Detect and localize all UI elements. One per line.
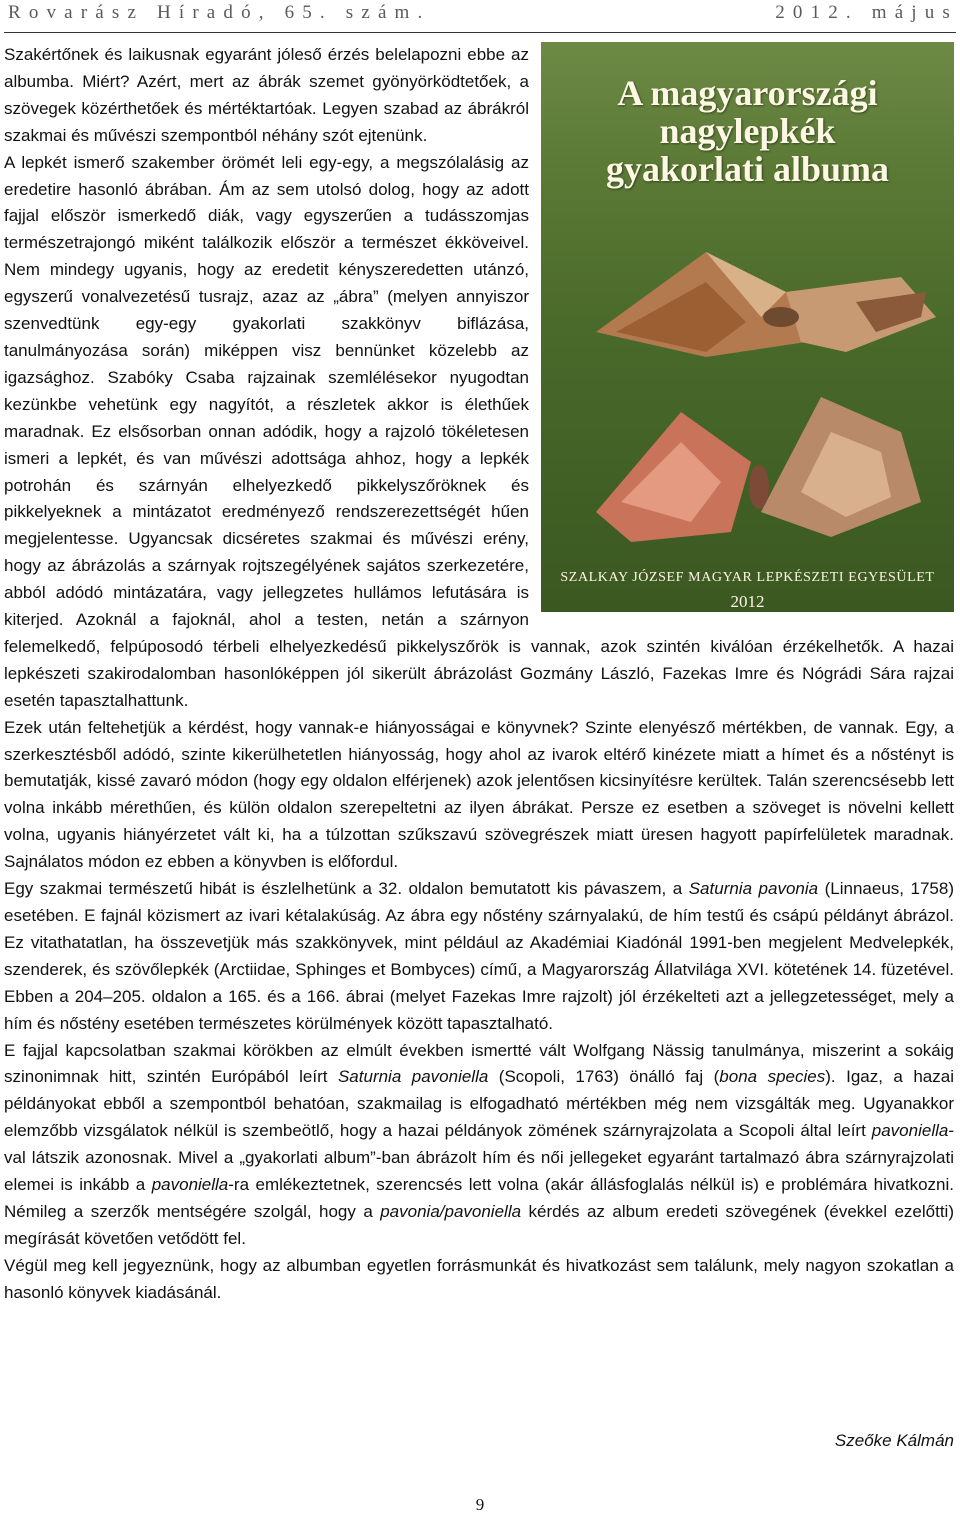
italic-text: pavoniella bbox=[151, 1175, 229, 1195]
text-run: Végül meg kell jegyeznünk, hogy az albumban egyetlen forrásmunkát és hivatkozást sem találunk, mely nagyon szokatlan a hasonló könyvek kiadásánál. bbox=[4, 1255, 954, 1302]
italic-text: pavonia/pavoniella bbox=[380, 1201, 522, 1221]
italic-text: pavoniella bbox=[871, 1121, 949, 1141]
text-run: Szakértőnek és laikusnak egyaránt jóleső érzés belelapozni ebbe az albumba. Miért? Azért, mert az ábrák szemet gyönyörködtetőek, a szövegek közérthetőek és mértéktartóak. Legyen szabad az ábrákról szakmai és művészi szempontból néhány szót ejtenünk. bbox=[4, 45, 529, 145]
journal-title: Rovarász Híradó, 65. szám. bbox=[8, 2, 431, 23]
italic-text: bona species bbox=[719, 1067, 826, 1087]
paragraph bbox=[4, 876, 954, 1037]
cover-title-line: nagylepkék bbox=[659, 111, 836, 151]
moth-illustration-bottom bbox=[561, 372, 941, 552]
text-run: Ezek után feltehetjük a kérdést, hogy vannak-e hiányosságai e könyvnek? Szinte elenyésző mértékben, de vannak. Egy, a szerkesztésből adódó, szinte kikerülhetetlen hiányosság, hogy ahol az ivarok eltérő kinézete miatt a hímet és a nőstényt is bemutatják, kissé zavaró módon (hogy egy oldalon elférjenek) azok jelentősen kicsinyítésre kerültek. Talán szerencsésebb lett volna inkább mérethűen, és külön oldalon szerepeltetni az ilyen ábrákat. Persze ez esetben a szöveget is növelni kellett volna, ugyanis hiányérzetet vált ki, ha a túlzottan szűkszavú szövegrészek miatt üresen hagyott papírfelületek maradnak. Sajnálatos módon ez ebben a könyvben is előfordul. bbox=[4, 717, 954, 872]
running-header bbox=[8, 2, 958, 28]
book-cover-image bbox=[541, 42, 954, 612]
paragraph bbox=[4, 1253, 954, 1307]
cover-title bbox=[541, 74, 954, 188]
italic-text: Saturnia pavonia bbox=[688, 879, 819, 899]
text-run: -ra emlékeztetnek, szerencsés lett volna (akár állásfoglalás nélkül is) e problémára hivatkozni. Némileg a szerzők mentségére szolgál, hogy a bbox=[4, 1175, 954, 1221]
paragraph bbox=[4, 1038, 954, 1253]
text-run: (Scopoli, 1763) önálló faj ( bbox=[488, 1067, 720, 1087]
text-run: A lepkét ismerő szakember örömét leli egy-egy, a megszólalásig az eredetire hasonló ábrában. Ám az sem utolsó dolog, hogy az adott fajjal először ismerkedő diák, vagy egyszerűen a tudásszomjas természetrajongó miként találkozik először a természet ékköveivel. Nem mindegy ugyanis, hogy az eredetit kényszeredetten utánzó, egyszerű vonalvezetésű tusrajz, azaz az „ábra” (melyen annyiszor szenvedtünk egy-egy gyakorlati szakkönyv biflázása, tanulmányozása során) miképpen visz bennünket közelebb az igazsághoz. Szabóky Csaba rajzainak szemlélésekor nyugodtan kezünkbe vehetünk egy nagyítót, a részletek akkor is élethűek maradnak. Ez elsősorban onnan adódik, hogy a rajzoló tökéletesen ismeri a lepkét, és van művészi adottsága ahhoz, hogy a lepkék potrohán és szárnyán elhelyezkedő pikkelyszőröknek és pikkelyeknek a mintázatot eredményező rendszerezettségét hűen megjelentesse. Ugyancsak dicséretes szakmai és művészi erény, hogy az ábrázolás a szárnyak rojtszegélyének sajátos szerkezetére, abból adódó mintázatára, vagy jellegzetes hullámos lefutására is kiterjed. Azoknál a fajoknál, ahol a testen, netán a szárnyon felemelkedő, felpúposodó térbeli elhelyezkedésű pikkelyszőrök is vannak, azok szintén kiválóan érzékelhetők. A hazai lepkészeti szakirodalomban hasonlóképpen jól sikerült ábrázolást Gozmány László, Fazekas Imre és Nógrádi Sára rajzai esetén tapasztalhattunk. bbox=[4, 152, 954, 710]
paragraph bbox=[4, 715, 954, 876]
text-run: Egy szakmai természetű hibát is észlelhetünk a 32. oldalon bemutatott kis pávaszem, a bbox=[4, 879, 689, 899]
text-run: kérdés az album eredeti szövegének (évekkel ezelőtti) megírását követően vetődött fel. bbox=[4, 1201, 954, 1248]
cover-year: 2012 bbox=[730, 592, 765, 611]
header-rule bbox=[4, 32, 956, 33]
cover-title-line: A magyarországi bbox=[617, 73, 878, 113]
moth-illustration-top bbox=[556, 222, 946, 372]
italic-text: Saturnia pavoniella bbox=[337, 1067, 489, 1087]
cover-title-line: gyakorlati albuma bbox=[605, 149, 890, 189]
page-number: 9 bbox=[475, 1495, 485, 1514]
text-run: E fajjal kapcsolatban szakmai körökben az elmúlt években ismertté vált Wolfgang Nässig tanulmánya, miszerint a sokáig szinonimnak hitt, szintén Európából leírt bbox=[4, 1040, 954, 1087]
text-run: (Linnaeus, 1758) esetében. E fajnál közismert az ivari kétalakúság. Az ábra egy nőstény szárnyalakú, de hím testű és csápú példányt ábrázol. Ez vitathatatlan, ha összevetjük más szakkönyvek, mint például az Akadémiai Kiadónál 1991-ben megjelent Medvelepkék, szenderek, és szövőlepkék (Arctiidae, Sphinges et Bombyces) című, a Magyarország Állatvilága XVI. kötetének 14. füzetével. Ebben a 204–205. oldalon a 165. és a 166. ábrai (melyet Fazekas Imre rajzolt) jól érzékelteti azt a jellegzetességet, mely a hím és nőstény esetében természetes körülmények között tapasztalható. bbox=[4, 879, 955, 1033]
text-run: ). Igaz, a hazai példányokat ebből a szempontból behatóan, szakmailag is elfogadható mértékben még nem vizsgálták meg. Ugyanakkor elemzőbb vizsgálatok nélkül is szembeötlő, hogy a hazai példányok zömének szárnyrajzolata a Scopoli által leírt bbox=[4, 1067, 954, 1141]
text-run: -val látszik azonosnak. Mivel a „gyakorlati album”-ban ábrázolt hím és női jellegeket egyaránt tartalmazó ábra szárnyrajzolati elemei is inkább a bbox=[4, 1121, 954, 1195]
article-body bbox=[4, 42, 954, 1307]
issue-date: 2012. május bbox=[775, 2, 958, 23]
author-signature: Szeőke Kálmán bbox=[834, 1431, 954, 1450]
cover-society: SZALKAY JÓZSEF MAGYAR LEPKÉSZETI EGYESÜLET bbox=[560, 570, 935, 585]
